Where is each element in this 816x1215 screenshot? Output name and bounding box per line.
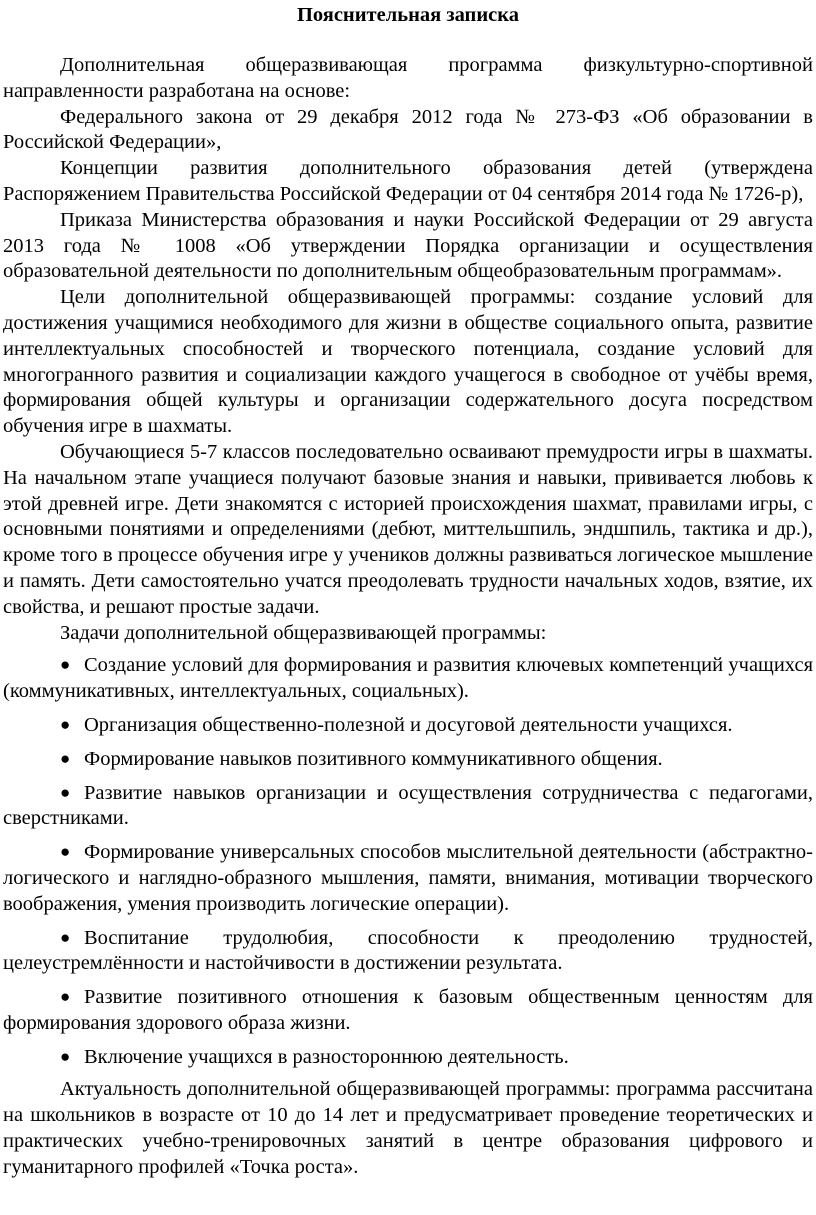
bullet-icon: ●	[60, 655, 71, 675]
list-item: ● Воспитание трудолюбия, способности к преодолению трудностей, целеустремлённости и настойчивости в достижении результата.	[3, 926, 813, 975]
list-item: ● Формирование универсальных способов мыслительной деятельности (абстрактно-логического и наглядно-образного мышления, памяти, внимания, мотивации творческого воображения, умения производить логические операции).	[3, 841, 813, 915]
list-item: ● Формирование навыков позитивного коммуникативного общения.	[60, 747, 663, 770]
basis-order: Приказа Министерства образования и науки Российской Федерации от 29 августа 2013 года № 1008 «Об утверждении Порядка организации и осуществления образовательной деятельности по дополнительным общеобразовательным программам».	[3, 208, 813, 283]
bullet-icon: ●	[60, 1046, 71, 1066]
students-paragraph: Обучающиеся 5-7 классов последовательно осваивают премудрости игры в шахматы. На начальном этапе учащиеся получают базовые знания и навыки, прививается любовь к этой древней игре. Дети знакомятся с историей происхождения шахмат, правилами игры, с основными понятиями и определениями (дебют, миттельшпиль, эндшпиль, тактика и др.), кроме того в процессе обучения игре у учеников должны развиваться логическое мышление и память. Дети самостоятельно учатся преодолевать трудности начальных ходов, взятие, их свойства, и решают простые задачи.	[3, 440, 813, 618]
tasks-list	[3, 652, 813, 1070]
page-title: Пояснительная записка	[296, 4, 520, 26]
bullet-icon: ●	[60, 987, 71, 1007]
list-item: ● Создание условий для формирования и развития ключевых компетенций учащихся (коммуникативных, интеллектуальных, социальных).	[3, 654, 813, 703]
bullet-icon: ●	[60, 842, 71, 862]
basis-federal-law: Федерального закона от 29 декабря 2012 года № 273-ФЗ «Об образовании в Российской Федерации»,	[3, 105, 813, 154]
list-item: ● Развитие позитивного отношения к базовым общественным ценностям для формирования здорового образа жизни.	[3, 986, 813, 1034]
relevance-paragraph: Актуальность дополнительной общеразвивающей программы: программа рассчитана на школьников в возрасте от 10 до 14 лет и предусматривает проведение теоретических и практических учебно-тренировочных занятий в центре образования цифрового и гуманитарного профилей «Точка роста».	[3, 1078, 813, 1178]
basis-concept: Концепции развития дополнительного образования детей (утверждена Распоряжением Правительства Российской Федерации от 04 сентября 2014 года № 1726-р),	[3, 157, 813, 205]
tasks-heading: Задачи дополнительной общеразвивающей программы:	[60, 621, 547, 644]
goals-paragraph: Цели дополнительной общеразвивающей программы: создание условий для достижения учащимися необходимого для жизни в обществе социального опыта, развитие интеллектуальных способностей и творческого потенциала, создание условий для многогранного развития и социализации каждого учащегося в свободное от учёбы время, формирования общей культуры и организации содержательного досуга посредством обучения игре в шахматы.	[3, 286, 813, 438]
bullet-icon: ●	[60, 748, 71, 768]
bullet-icon: ●	[60, 782, 71, 802]
bullet-icon: ●	[60, 927, 71, 947]
intro-paragraph: Дополнительная общеразвивающая программа физкультурно-спортивной направленности разработана на основе:	[3, 54, 813, 102]
list-item: ● Включение учащихся в разностороннюю деятельность.	[60, 1045, 569, 1068]
list-item: ● Развитие навыков организации и осуществления сотрудничества с педагогами, сверстниками.	[3, 781, 813, 830]
bullet-icon: ●	[60, 714, 71, 734]
list-item: ● Организация общественно-полезной и досуговой деятельности учащихся.	[60, 713, 733, 736]
